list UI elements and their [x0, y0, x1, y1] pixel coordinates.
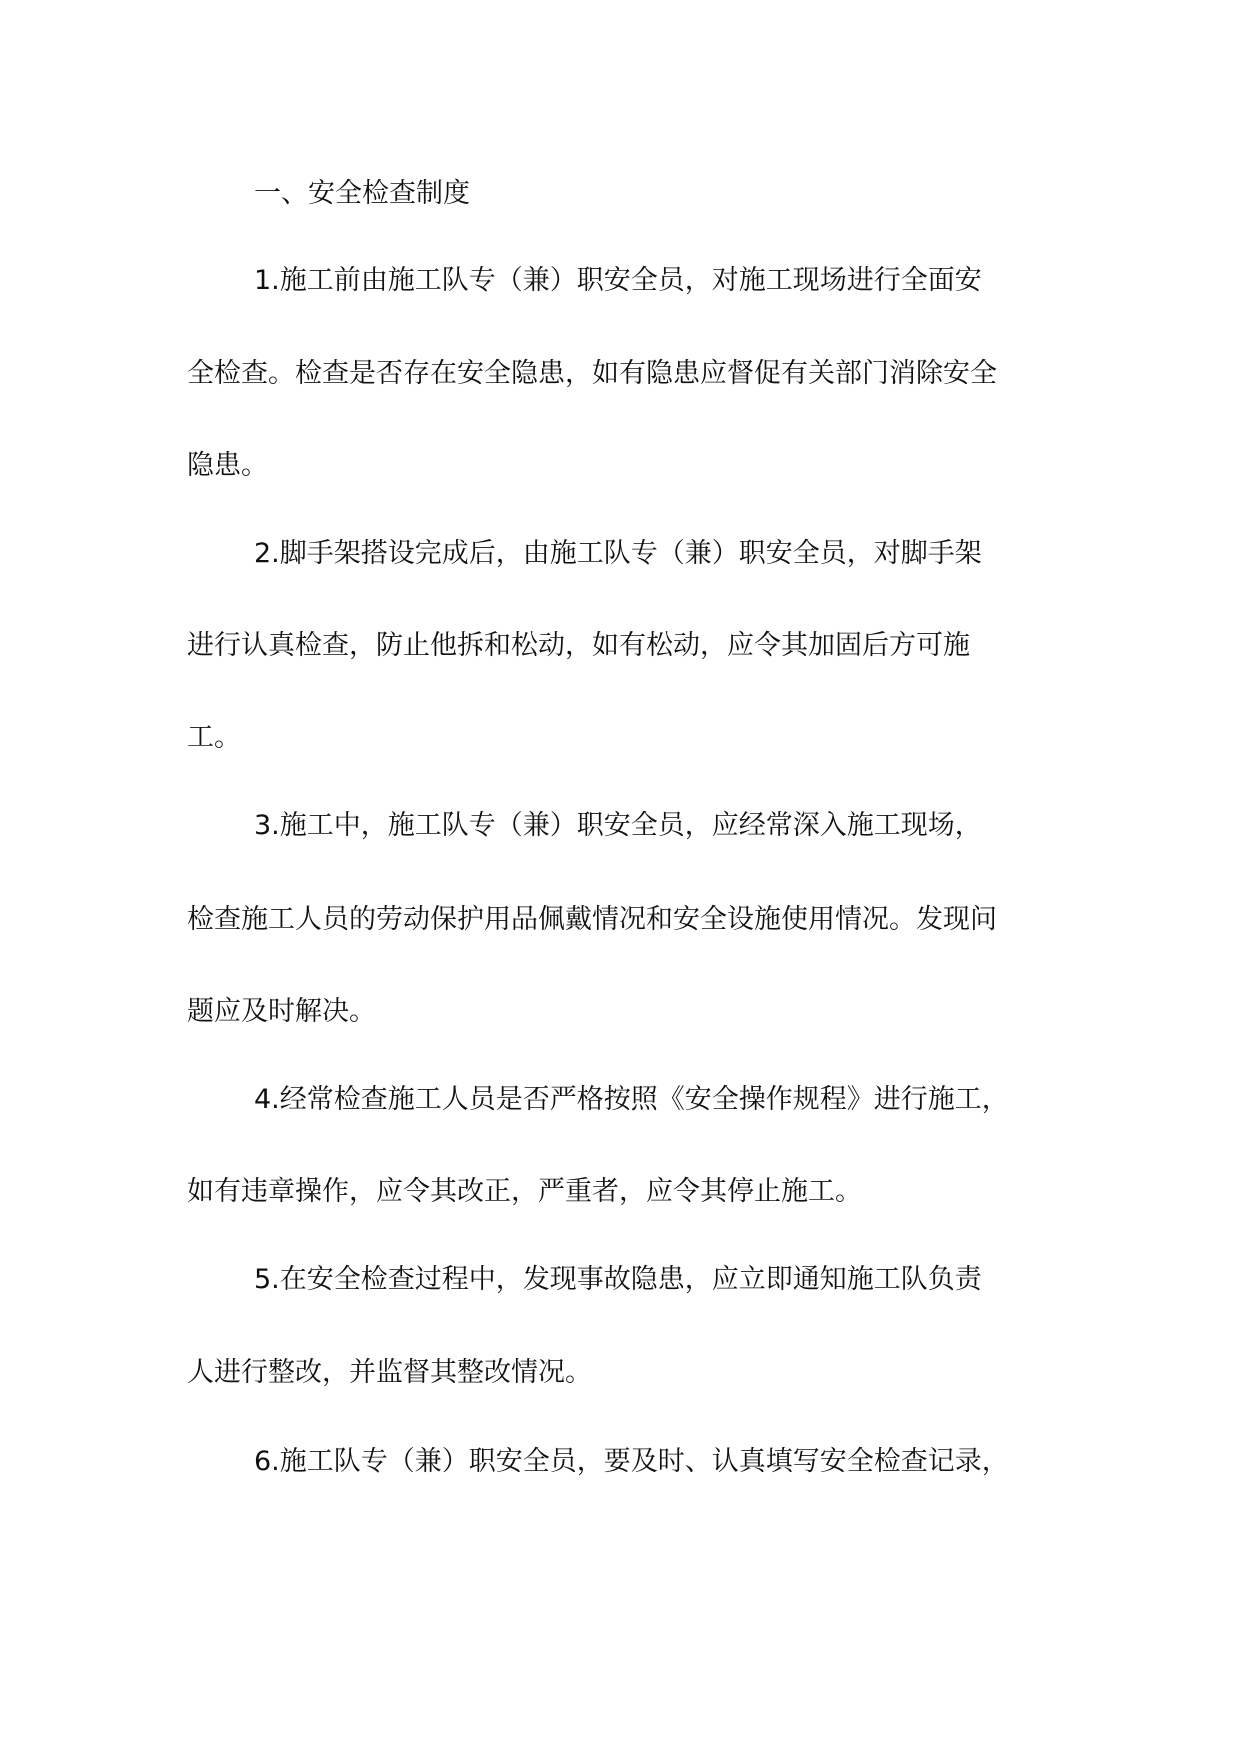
paragraph-5-line-2: 人进行整改，并监督其整改情况。 — [187, 1357, 592, 1388]
paragraph-2-line-1: 2.脚手架搭设完成后，由施工队专（兼）职安全员，对脚手架 — [254, 538, 982, 569]
paragraph-1-line-1: 1.施工前由施工队专（兼）职安全员，对施工现场进行全面安 — [254, 265, 982, 296]
paragraph-2-line-2: 进行认真检查，防止他拆和松动，如有松动，应令其加固后方可施 — [187, 630, 970, 661]
paragraph-6-line-1: 6.施工队专（兼）职安全员，要及时、认真填写安全检查记录， — [254, 1446, 1009, 1477]
paragraph-2-line-3: 工。 — [187, 722, 241, 753]
paragraph-3-line-3: 题应及时解决。 — [187, 996, 376, 1027]
paragraph-1-line-2: 全检查。检查是否存在安全隐患，如有隐患应督促有关部门消除安全 — [187, 358, 997, 389]
paragraph-3-line-2: 检查施工人员的劳动保护用品佩戴情况和安全设施使用情况。发现问 — [187, 904, 997, 935]
paragraph-5-line-1: 5.在安全检查过程中，发现事故隐患，应立即通知施工队负责 — [254, 1264, 982, 1295]
paragraph-4-line-2: 如有违章操作，应令其改正，严重者，应令其停止施工。 — [187, 1176, 862, 1207]
paragraph-4-line-1: 4.经常检查施工人员是否严格按照《安全操作规程》进行施工， — [254, 1084, 1009, 1115]
paragraph-1-line-3: 隐患。 — [187, 450, 268, 481]
section-heading: 一、安全检查制度 — [254, 178, 470, 209]
paragraph-3-line-1: 3.施工中，施工队专（兼）职安全员，应经常深入施工现场， — [254, 810, 982, 841]
